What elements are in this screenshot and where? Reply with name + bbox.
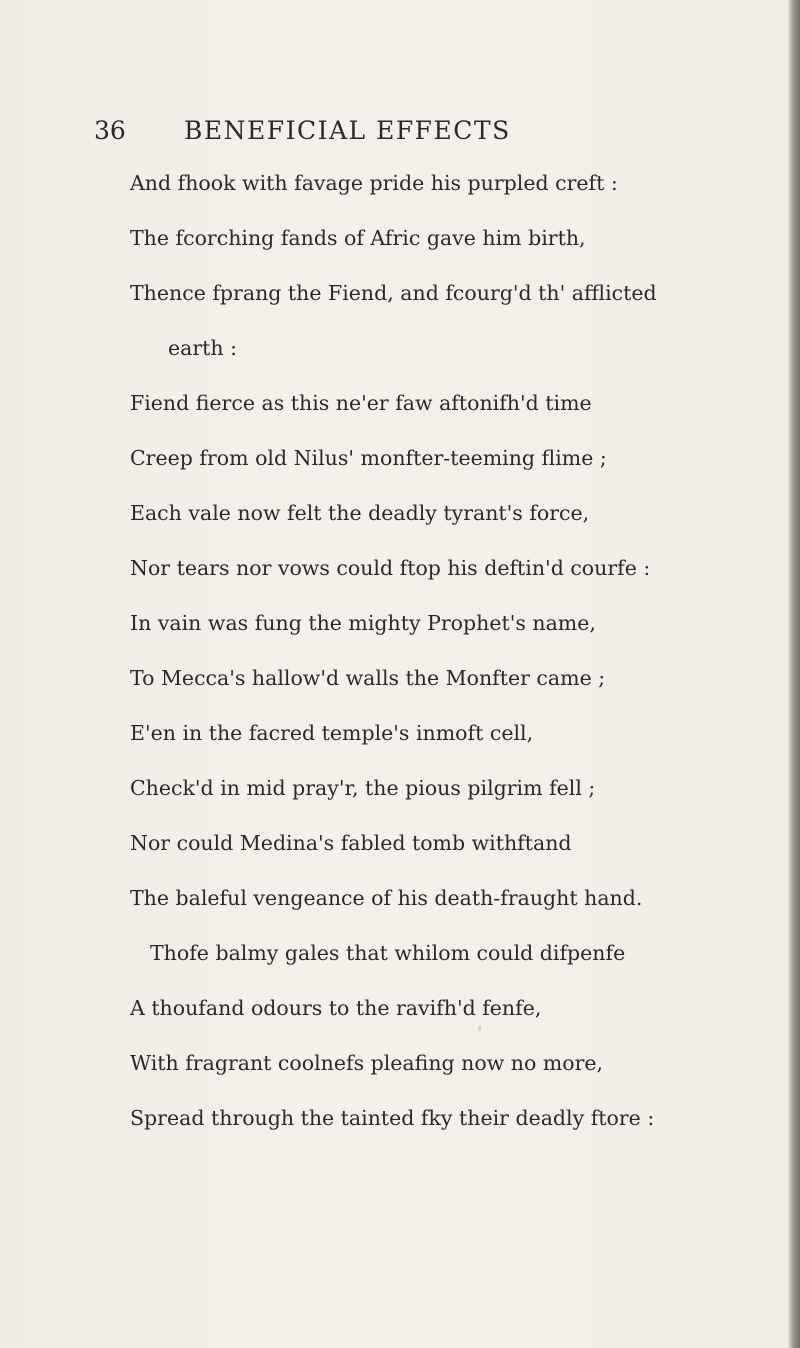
poem-line: To Mecca's hallow'd walls the Monfter came ;	[130, 666, 606, 690]
poem-line: In vain was fung the mighty Prophet's name,	[130, 611, 596, 635]
poem-line: Fiend fierce as this ne'er faw aftonifh'd time	[130, 391, 592, 415]
page-header	[94, 116, 734, 156]
poem-line: And fhook with favage pride his purpled creft :	[130, 171, 618, 195]
poem-line: Nor tears nor vows could ftop his deftin'd courfe :	[130, 556, 651, 580]
poem-line: Thofe balmy gales that whilom could difpenfe	[150, 941, 626, 965]
poem-line: earth :	[168, 336, 238, 360]
poem-line: Thence fprang the Fiend, and fcourg'd th' afflicted	[130, 281, 657, 305]
poem-line: Check'd in mid pray'r, the pious pilgrim fell ;	[130, 776, 596, 800]
poem-line: Each vale now felt the deadly tyrant's force,	[130, 501, 590, 525]
poem-line: With fragrant coolnefs pleafing now no more,	[130, 1051, 604, 1075]
poem-line: E'en in the facred temple's inmoft cell,	[130, 721, 534, 745]
poem-line: The fcorching fands of Afric gave him birth,	[130, 226, 586, 250]
poem-line: Creep from old Nilus' monfter-teeming flime ;	[130, 446, 607, 470]
running-title: BENEFICIAL EFFECTS	[184, 116, 511, 145]
page-number: 36	[94, 116, 126, 145]
poem-line: Spread through the tainted fky their deadly ftore :	[130, 1106, 655, 1130]
poem-line: A thoufand odours to the ravifh'd fenfe,	[130, 996, 542, 1020]
poem-line: The baleful vengeance of his death-fraught hand.	[130, 886, 643, 910]
poem-line: Nor could Medina's fabled tomb withftand	[130, 831, 572, 855]
page-edge-shadow	[788, 0, 800, 1348]
paper-speck	[478, 1026, 481, 1031]
